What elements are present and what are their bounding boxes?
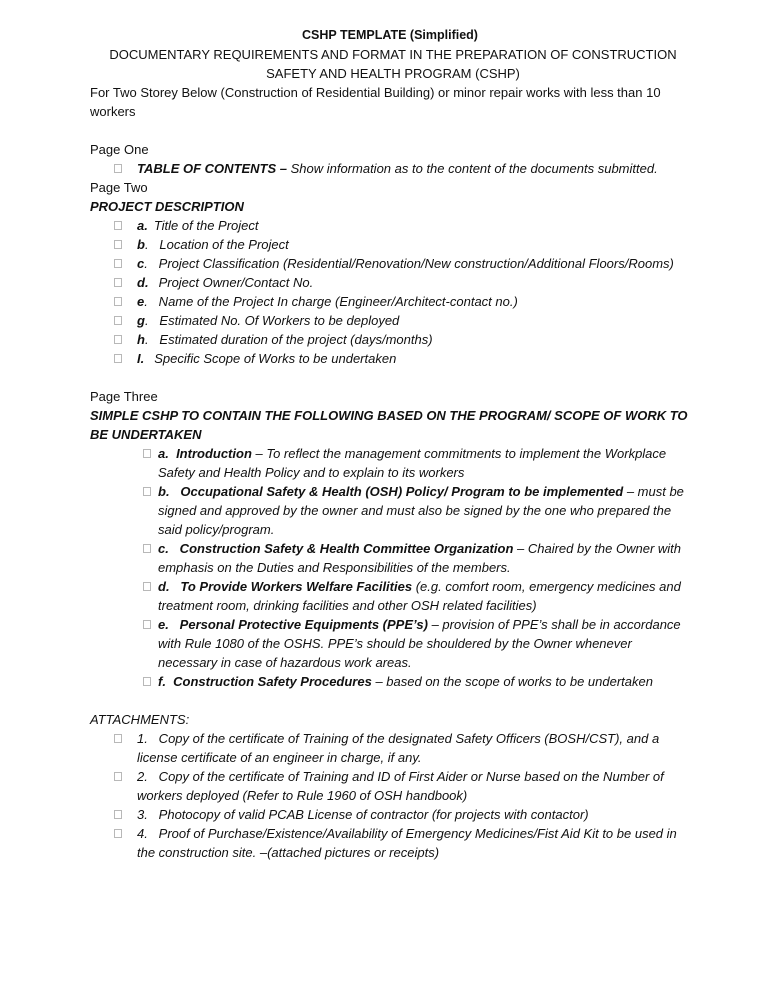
item-heading: c. Construction Safety & Health Committee Organization xyxy=(158,541,514,556)
list-item xyxy=(90,767,690,805)
list-item xyxy=(90,273,690,292)
empty-checkbox-icon xyxy=(114,259,122,268)
empty-checkbox-icon xyxy=(143,620,151,629)
document-title: CSHP TEMPLATE (Simplified) xyxy=(302,28,478,42)
item-text: . Project Classification (Residential/Renovation/New construction/Additional Floors/Rooms) xyxy=(144,256,674,271)
item-text: Title of the Project xyxy=(153,218,259,233)
document-subtitle: DOCUMENTARY REQUIREMENTS AND FORMAT IN THE PREPARATION OF CONSTRUCTION SAFETY AND HEALTH PROGRAM (CSHP) xyxy=(109,47,677,81)
attachment-text: 3. Photocopy of valid PCAB License of contractor (for projects with contactor) xyxy=(137,807,589,822)
empty-checkbox-icon xyxy=(143,449,151,458)
empty-checkbox-icon xyxy=(114,810,122,819)
empty-checkbox-icon xyxy=(114,297,122,306)
page-one-label: Page One xyxy=(90,142,149,157)
list-item xyxy=(90,482,690,539)
spacer xyxy=(90,368,690,387)
page-two-label: Page Two xyxy=(90,180,148,195)
item-letter: g xyxy=(137,313,145,328)
toc-text: Show information as to the content of the documents submitted. xyxy=(286,161,658,176)
empty-checkbox-icon xyxy=(114,221,122,230)
list-item xyxy=(90,615,690,672)
item-letter: I. xyxy=(137,351,145,366)
item-letter: h xyxy=(137,332,145,347)
list-item xyxy=(90,254,690,273)
list-item xyxy=(90,805,690,824)
item-text: . Estimated No. Of Workers to be deployed xyxy=(144,313,400,328)
item-heading: e. Personal Protective Equipments (PPE’s) xyxy=(158,617,428,632)
empty-checkbox-icon xyxy=(114,278,122,287)
empty-checkbox-icon xyxy=(114,164,122,173)
item-letter: e xyxy=(137,294,145,309)
list-item xyxy=(90,672,690,691)
list-item xyxy=(90,539,690,577)
page-three-label: Page Three xyxy=(90,389,158,404)
item-letter: d. xyxy=(137,275,149,290)
attachments-label: ATTACHMENTS: xyxy=(90,712,190,727)
document xyxy=(90,26,690,862)
spacer xyxy=(90,121,690,140)
list-item xyxy=(90,444,690,482)
item-text: Specific Scope of Works to be undertaken xyxy=(154,351,397,366)
attachment-text: 1. Copy of the certificate of Training of the designated Safety Officers (BOSH/CST), and a license certificate of an engineer in charge, if any. xyxy=(137,731,663,765)
list-item xyxy=(90,349,690,368)
item-text: – Chaired by the Owner with emphasis on the Duties and Responsibilities of the members. xyxy=(158,541,682,575)
empty-checkbox-icon xyxy=(114,829,122,838)
list-item xyxy=(90,330,690,349)
item-letter: c xyxy=(137,256,145,271)
project-description-heading: PROJECT DESCRIPTION xyxy=(90,199,244,214)
item-text: . Location of the Project xyxy=(144,237,289,252)
item-text: . Estimated duration of the project (days/months) xyxy=(144,332,433,347)
empty-checkbox-icon xyxy=(143,677,151,686)
empty-checkbox-icon xyxy=(114,354,122,363)
attachment-text: 2. Copy of the certificate of Training and ID of First Aider or Nurse based on the Number of workers deployed (Refer to Rule 1960 of OSH handbook) xyxy=(137,769,668,803)
item-text: – based on the scope of works to be undertaken xyxy=(371,674,653,689)
item-text: Project Owner/Contact No. xyxy=(158,275,314,290)
spacer xyxy=(90,691,690,710)
item-text: . Name of the Project In charge (Engineer/Architect-contact no.) xyxy=(144,294,518,309)
simple-cshp-heading: SIMPLE CSHP TO CONTAIN THE FOLLOWING BASED ON THE PROGRAM/ SCOPE OF WORK TO BE UNDERTAKEN xyxy=(90,408,688,442)
empty-checkbox-icon xyxy=(114,772,122,781)
item-heading: b. Occupational Safety & Health (OSH) Policy/ Program to be implemented xyxy=(158,484,624,499)
item-heading: f. Construction Safety Procedures xyxy=(158,674,372,689)
item-heading: a. Introduction xyxy=(158,446,252,461)
item-heading: d. To Provide Workers Welfare Facilities xyxy=(158,579,413,594)
list-item xyxy=(90,235,690,254)
toc-heading: TABLE OF CONTENTS – xyxy=(137,161,287,176)
list-item xyxy=(90,824,690,862)
scope-note: For Two Storey Below (Construction of Residential Building) or minor repair works with less than 10 workers xyxy=(90,85,661,119)
empty-checkbox-icon xyxy=(114,734,122,743)
item-letter: b xyxy=(137,237,145,252)
list-item xyxy=(90,577,690,615)
empty-checkbox-icon xyxy=(114,335,122,344)
list-item xyxy=(90,729,690,767)
item-text: – must be signed and approved by the owner and must also be signed by the one who prepared the said policy/program. xyxy=(158,484,684,537)
item-letter: a. xyxy=(137,218,148,233)
empty-checkbox-icon xyxy=(114,240,122,249)
item-text: – To reflect the management commitments to implement the Workplace Safety and Health Policy and to explain to its workers xyxy=(158,446,667,480)
list-item xyxy=(90,292,690,311)
list-item xyxy=(90,311,690,330)
empty-checkbox-icon xyxy=(143,487,151,496)
attachment-text: 4. Proof of Purchase/Existence/Availability of Emergency Medicines/Fist Aid Kit to be used in the construction site. –(attached pictures or receipts) xyxy=(137,826,681,860)
empty-checkbox-icon xyxy=(143,544,151,553)
item-text: – provision of PPE’s shall be in accordance with Rule 1080 of the OSHS. PPE’s should be shouldered by the Owner whenever necessary in case of hazardous work areas. xyxy=(158,617,681,670)
list-item xyxy=(90,216,690,235)
empty-checkbox-icon xyxy=(143,582,151,591)
empty-checkbox-icon xyxy=(114,316,122,325)
toc-item xyxy=(90,159,690,178)
item-text: (e.g. comfort room, emergency medicines and treatment room, drinking facilities and other OSH related facilities) xyxy=(158,579,681,613)
